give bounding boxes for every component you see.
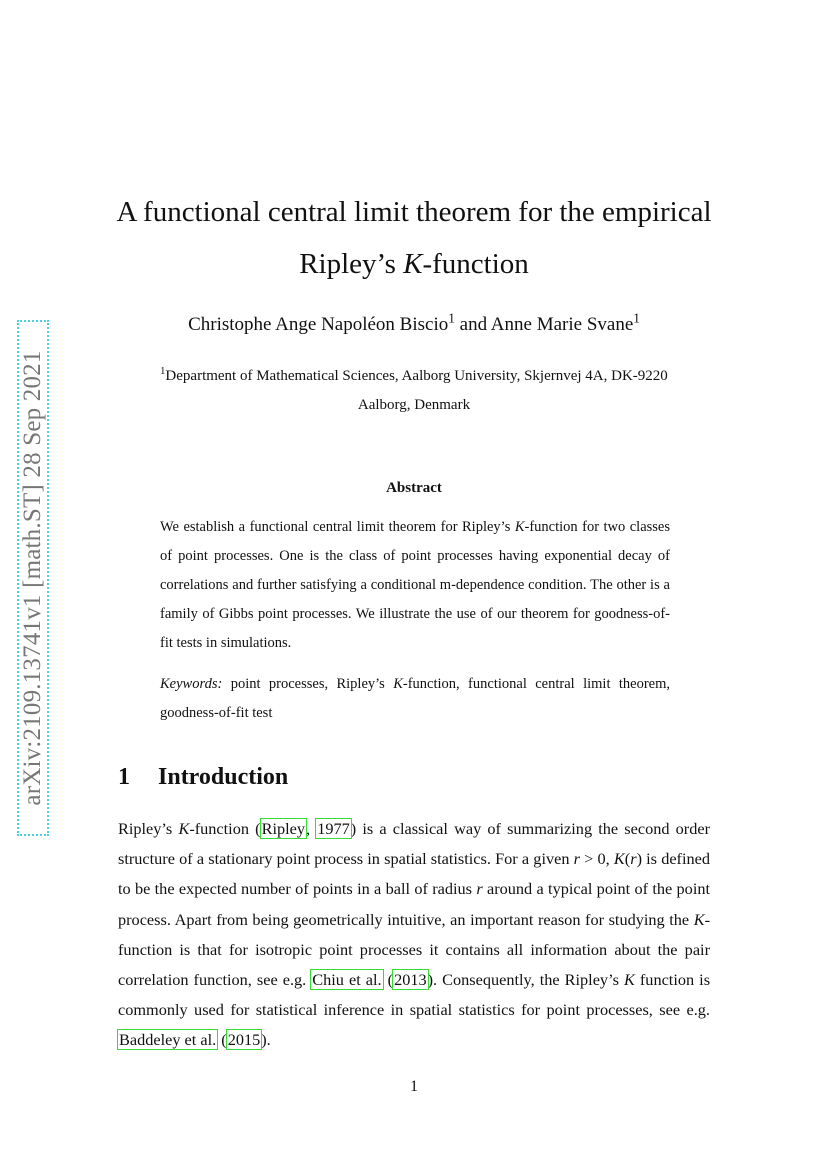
citation-link[interactable]: Baddeley et al. xyxy=(119,1030,217,1050)
introduction-paragraph xyxy=(118,814,710,1056)
keywords-text: -function, functional central limit theorem, goodness-of-fit test xyxy=(160,676,670,721)
paper-title xyxy=(0,186,828,290)
math-symbol: K xyxy=(693,909,705,929)
math-symbol: K xyxy=(613,849,625,869)
section-heading xyxy=(118,764,288,791)
affiliation-marker: 1 xyxy=(160,366,166,377)
body-text: ( xyxy=(382,970,394,990)
affiliation-marker: 1 xyxy=(448,310,455,326)
affiliation-line-2: Aalborg, Denmark xyxy=(357,397,471,413)
title-line-1: A functional central limit theorem for the empirical xyxy=(116,196,712,228)
math-symbol: r xyxy=(573,849,580,869)
math-symbol: K xyxy=(623,970,635,990)
abstract-body xyxy=(160,513,670,658)
abstract-text: We establish a functional central limit theorem for Ripley’s xyxy=(160,519,515,535)
body-text: -function is that for isotropic point processes it contains all information about the pair correlation function, see e.g. xyxy=(118,909,710,990)
math-symbol: r xyxy=(476,879,483,899)
citation-link[interactable]: Chiu et al. xyxy=(312,970,382,990)
title-text: -function xyxy=(422,248,529,280)
body-text: around a typical point of the point process. Apart from being geometrically intuitive, an important reason for studying the xyxy=(118,879,711,929)
math-symbol: r xyxy=(630,849,637,869)
body-text: Ripley’s xyxy=(118,819,179,838)
abstract-heading: Abstract xyxy=(386,480,442,496)
affiliation-text: Department of Mathematical Sciences, Aalborg University, Skjernvej 4A, DK-9220 xyxy=(165,368,668,384)
author-connector: and xyxy=(454,314,491,335)
body-text: ( xyxy=(217,1030,227,1050)
body-text: function is commonly used for statistical inference in spatial statistics for point processes, see e.g. xyxy=(118,970,711,1020)
author-name: Christophe Ange Napoléon Biscio xyxy=(188,314,449,335)
body-text: ). Consequently, the Ripley’s xyxy=(427,970,624,990)
body-text: -function ( xyxy=(189,819,261,838)
body-text: ). xyxy=(261,1030,271,1050)
title-text: Ripley’s xyxy=(299,248,404,280)
author-list xyxy=(0,310,828,336)
body-text: ( xyxy=(624,849,631,869)
body-text: , xyxy=(306,819,317,838)
author-name: Anne Marie Svane xyxy=(490,314,634,335)
title-line-2 xyxy=(0,238,828,290)
body-text: ) is a classical way of summarizing the second order structure of a stationary point process in spatial statistics. For a given xyxy=(118,819,711,869)
page-number: 1 xyxy=(410,1078,418,1095)
section-number: 1 xyxy=(118,764,130,790)
affiliation-line-1 xyxy=(0,362,828,391)
citation-link[interactable]: 2013 xyxy=(394,970,427,990)
affiliation xyxy=(0,362,828,420)
math-symbol: K xyxy=(178,819,190,838)
arxiv-identifier[interactable]: arXiv:2109.13741v1 [math.ST] 28 Sep 2021 xyxy=(19,350,46,806)
math-symbol: K xyxy=(403,248,423,280)
body-text: ) is defined to be the expected number of points in a ball of radius xyxy=(118,849,711,899)
citation-link[interactable]: 2015 xyxy=(227,1030,261,1050)
math-symbol: K xyxy=(393,676,403,692)
keywords xyxy=(160,670,670,728)
section-title: Introduction xyxy=(158,764,289,790)
affiliation-marker: 1 xyxy=(633,310,640,326)
keywords-label: Keywords: xyxy=(160,676,223,692)
math-symbol: K xyxy=(514,519,525,535)
body-text: > 0, xyxy=(580,849,614,869)
citation-link[interactable]: Ripley xyxy=(261,819,305,838)
abstract-text: -function for two classes of point processes. One is the class of point processes having exponential decay of correlations and further satisfying a conditional m-dependence condition. The other is a family of Gibbs point processes. We illustrate the use of our theorem for goodness-of-fit tests in simulations. xyxy=(160,519,670,651)
keywords-text: point processes, Ripley’s xyxy=(222,676,394,692)
citation-link[interactable]: 1977 xyxy=(317,819,350,838)
